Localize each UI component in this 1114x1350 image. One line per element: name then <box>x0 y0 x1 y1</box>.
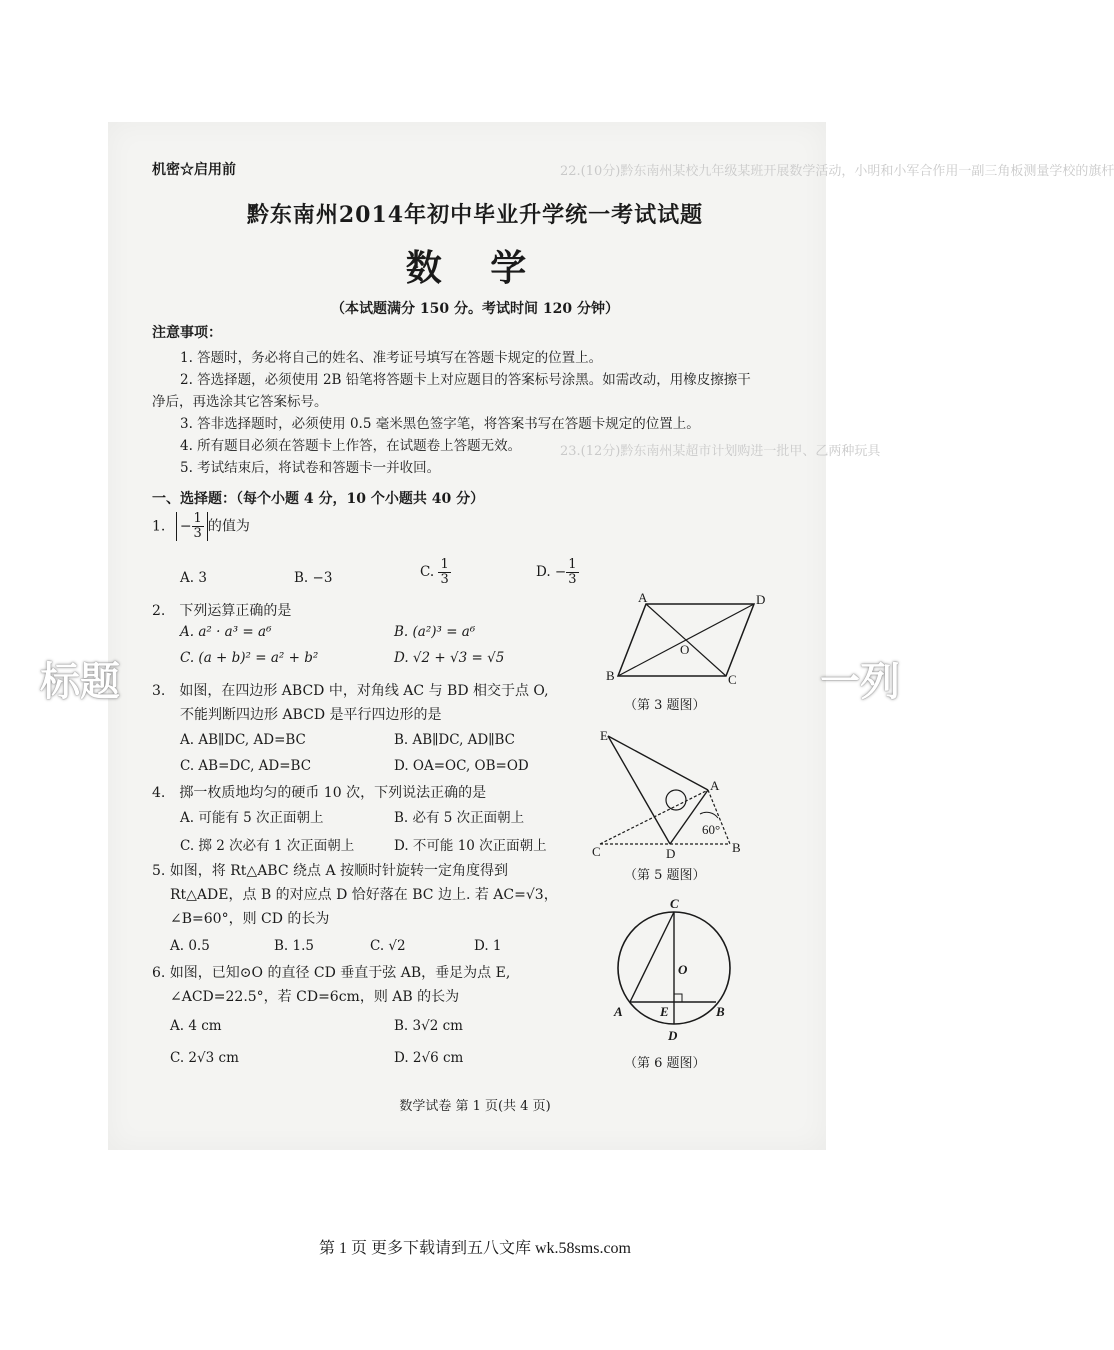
option-b: B. 必有 5 次正面朝上 <box>394 810 525 826</box>
angle-label: 60° <box>702 822 721 837</box>
option-c: C. $\frac{1}{3}$ <box>420 557 449 587</box>
notice-heading: 注意事项： <box>152 325 222 341</box>
option-c: C. AB=DC, AD=BC <box>180 758 312 774</box>
notice-item: 5. 考试结束后，将试卷和答题卡一并收回。 <box>180 460 441 476</box>
confidential-label: 机密☆启用前 <box>152 162 236 178</box>
svg-text:B: B <box>716 1004 725 1019</box>
option-c: C. √2 <box>370 938 406 954</box>
figure-6-circle <box>604 894 744 1054</box>
svg-text:B: B <box>606 668 615 683</box>
watermark-left: 标题 <box>40 659 120 705</box>
svg-text:E: E <box>600 728 608 743</box>
notice-item: 2. 答选择题，必须使用 2B 铅笔将答题卡上对应题目的答案标号涂黑。如需改动，用橡皮擦擦干 <box>180 372 751 388</box>
option-d: D. − $\frac{1}{3}$ <box>536 557 577 587</box>
option-a: A. 4 cm <box>170 1018 222 1034</box>
option-a: A. a² · a³ = a⁶ <box>180 624 272 640</box>
download-note: 第 1 页 更多下载请到五八文库 wk.58sms.com <box>318 1240 631 1257</box>
option-d: D. 不可能 10 次正面朝上 <box>394 838 547 854</box>
option-c: C. 掷 2 次必有 1 次正面朝上 <box>180 838 355 854</box>
question-stem: 的值为 <box>207 518 250 535</box>
option-d: D. √2 + √3 = √5 <box>394 650 505 666</box>
option-d: D. OA=OC, OB=OD <box>394 758 529 774</box>
figure-5-triangles <box>590 726 760 862</box>
svg-text:D: D <box>668 1028 678 1043</box>
question-4: 4. 掷一枚质地均匀的硬币 10 次，下列说法正确的是 <box>152 785 487 801</box>
option-b: B. −3 <box>294 570 333 586</box>
option-a: A. 可能有 5 次正面朝上 <box>180 810 324 826</box>
figure-3-caption: （第 3 题图） <box>624 698 706 713</box>
notice-item: 4. 所有题目必须在答题卡上作答，在试题卷上答题无效。 <box>180 438 522 454</box>
figure-6-caption: （第 6 题图） <box>624 1056 706 1071</box>
bleed-through-text-2: 23.(12分)黔东南州某超市计划购进一批甲、乙两种玩具 <box>560 444 881 459</box>
svg-text:C: C <box>728 672 737 687</box>
option-a: A. 0.5 <box>170 938 210 954</box>
svg-text:A: A <box>638 590 648 605</box>
section-heading: 一、选择题：（每个小题 4 分，10 个小题共 40 分） <box>152 491 485 507</box>
svg-text:D: D <box>756 592 766 607</box>
question-1: 1. − $\frac{1}{3}$ 的值为 <box>152 511 250 541</box>
option-c: C. (a + b)² = a² + b² <box>180 650 319 666</box>
bleed-through-text: 22.(10分)黔东南州某校九年级某班开展数学活动，小明和小军合作用一副三角板测量学校的旗杆 <box>560 164 1114 179</box>
svg-text:E: E <box>660 1004 669 1019</box>
question-6-line2: ∠ACD=22.5°，若 CD=6cm，则 AB 的长为 <box>170 989 460 1005</box>
svg-text:A: A <box>614 1004 623 1019</box>
option-d: D. 1 <box>474 938 502 954</box>
question-5-line2: Rt△ADE，点 B 的对应点 D 恰好落在 BC 边上. 若 AC=√3， <box>170 887 558 903</box>
svg-text:B: B <box>732 840 741 855</box>
svg-text:C: C <box>592 844 601 859</box>
option-a: A. 3 <box>180 570 207 586</box>
option-b: B. (a²)³ = a⁶ <box>394 624 476 640</box>
svg-text:A: A <box>710 778 720 793</box>
question-3: 3. 如图，在四边形 ABCD 中，对角线 AC 与 BD 相交于点 O, <box>152 683 549 699</box>
question-2: 2. 下列运算正确的是 <box>152 603 292 619</box>
option-b: B. 3√2 cm <box>394 1018 463 1034</box>
question-3-line2: 不能判断四边形 ABCD 是平行四边形的是 <box>180 707 442 723</box>
page-footer: 数学试卷 第 1 页(共 4 页) <box>399 1099 551 1114</box>
notice-item: 净后，再选涂其它答案标号。 <box>152 394 328 410</box>
svg-text:C: C <box>670 896 679 911</box>
watermark-right: 一列 <box>820 659 900 705</box>
fraction: $\frac{1}{3}$ <box>193 511 202 541</box>
option-a: A. AB∥DC, AD=BC <box>180 732 306 748</box>
subject-title: 数 学 <box>405 247 545 289</box>
svg-text:O: O <box>680 642 690 657</box>
option-c: C. 2√3 cm <box>170 1050 239 1066</box>
notice-item: 3. 答非选择题时，必须使用 0.5 毫米黑色签字笔，将答案书写在答题卡规定的位置上。 <box>180 416 700 432</box>
exam-info: （本试题满分 150 分。考试时间 120 分钟） <box>331 301 619 317</box>
question-number: 1. <box>152 518 166 535</box>
notice-item: 1. 答题时，务必将自己的姓名、准考证号填写在答题卡规定的位置上。 <box>180 350 603 366</box>
figure-5-caption: （第 5 题图） <box>624 868 706 883</box>
svg-text:O: O <box>678 962 688 977</box>
exam-title: 黔东南州2014年初中毕业升学统一考试试题 <box>246 202 704 228</box>
svg-text:D: D <box>666 846 676 861</box>
question-5-line3: ∠B=60°，则 CD 的长为 <box>170 911 330 927</box>
question-5: 5. 如图，将 Rt△ABC 绕点 A 按顺时针旋转一定角度得到 <box>152 863 509 879</box>
option-d: D. 2√6 cm <box>394 1050 464 1066</box>
option-b: B. AB∥DC, AD∥BC <box>394 732 515 748</box>
option-b: B. 1.5 <box>274 938 314 954</box>
question-6: 6. 如图，已知⊙O 的直径 CD 垂直于弦 AB，垂足为点 E, <box>152 965 511 981</box>
